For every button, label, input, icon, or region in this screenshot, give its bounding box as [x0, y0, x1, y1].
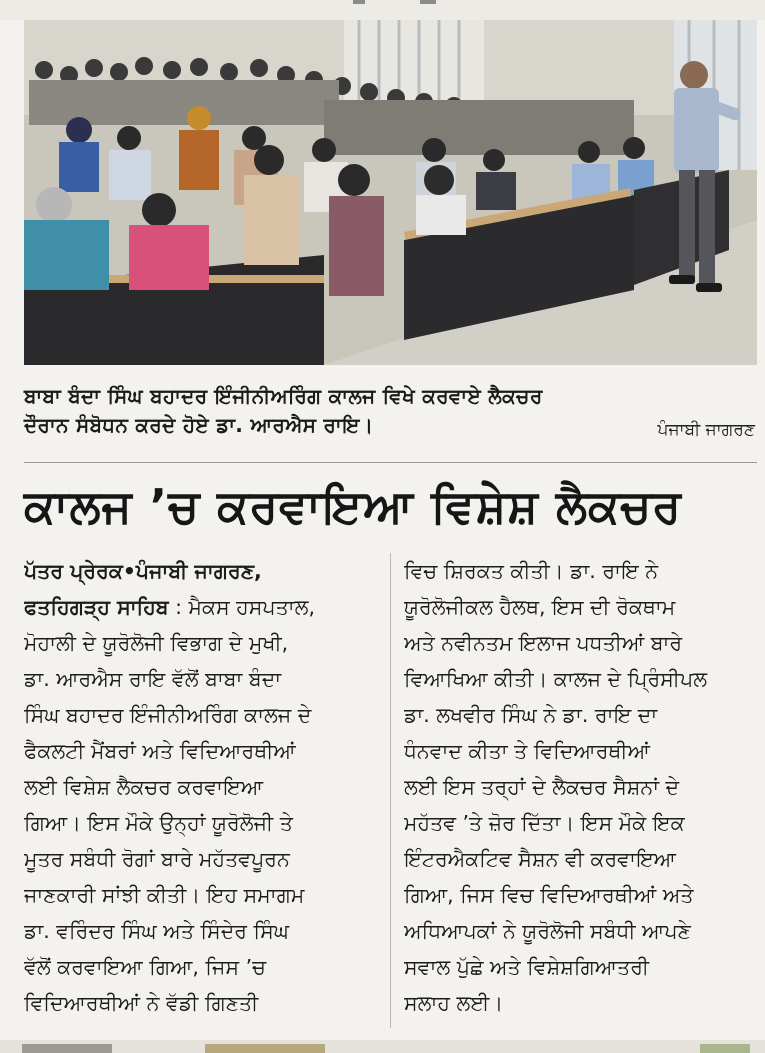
body-line: ਵਿਆਖਿਆ ਕੀਤੀ। ਕਾਲਜ ਦੇ ਪ੍ਰਿੰਸੀਪਲ — [404, 667, 708, 691]
caption-line-2: ਦੌਰਾਨ ਸੰਬੋਧਨ ਕਰਦੇ ਹੋਏ ਡਾ. ਆਰਐਸ ਰਾਇ। — [24, 413, 374, 437]
body-line: ਮੂਤਰ ਸਬੰਧੀ ਰੋਗਾਂ ਬਾਰੇ ਮਹੱਤਵਪੂਰਨ — [24, 847, 290, 871]
photo-caption — [24, 382, 757, 440]
caption-divider — [24, 462, 757, 463]
body-line: ਜਾਣਕਾਰੀ ਸਾਂਝੀ ਕੀਤੀ। ਇਹ ਸਮਾਗਮ — [24, 883, 305, 907]
body-line: ਯੂਰੋਲੋਜੀਕਲ ਹੈਲਥ, ਇਸ ਦੀ ਰੋਕਥਾਮ — [404, 595, 676, 619]
body-line: ਡਾ. ਵਰਿੰਦਰ ਸਿੰਘ ਅਤੇ ਸਿੰਦੇਰ ਸਿੰਘ — [24, 919, 290, 943]
body-line: ਡਾ. ਆਰਐਸ ਰਾਇ ਵੱਲੋਂ ਬਾਬਾ ਬੰਦਾ — [24, 667, 282, 691]
body-line: ਵੱਲੋਂ ਕਰਵਾਇਆ ਗਿਆ, ਜਿਸ ’ਚ — [24, 955, 266, 979]
byline-dateline: ਫਤਹਿਗੜ੍ਹ ਸਾਹਿਬ — [24, 595, 169, 619]
body-line: : ਮੈਕਸ ਹਸਪਤਾਲ, — [175, 595, 315, 619]
photo-credit: ਪੰਜਾਬੀ ਜਾਗਰਣ — [657, 420, 755, 440]
body-line: ਵਿਦਿਆਰਥੀਆਂ ਨੇ ਵੱਡੀ ਗਿਣਤੀ — [24, 991, 259, 1015]
lecture-hall-illustration — [24, 20, 757, 365]
body-line: ਧੰਨਵਾਦ ਕੀਤਾ ਤੇ ਵਿਦਿਆਰਥੀਆਂ — [404, 739, 650, 763]
body-line: ਸਲਾਹ ਲਈ। — [404, 991, 504, 1015]
body-line: ਡਾ. ਲਖਵੀਰ ਸਿੰਘ ਨੇ ਡਾ. ਰਾਇ ਦਾ — [404, 703, 658, 727]
body-line: ਲਈ ਵਿਸ਼ੇਸ਼ ਲੈਕਚਰ ਕਰਵਾਇਆ — [24, 775, 264, 799]
body-line: ਅਤੇ ਨਵੀਨਤਮ ਇਲਾਜ ਪਧਤੀਆਂ ਬਾਰੇ — [404, 631, 683, 655]
article-column-right — [404, 553, 764, 1021]
body-line: ਮੋਹਾਲੀ ਦੇ ਯੂਰੋਲੋਜੀ ਵਿਭਾਗ ਦੇ ਮੁਖੀ, — [24, 631, 289, 655]
news-photo — [24, 20, 757, 365]
headline: ਕਾਲਜ ’ਚ ਕਰਵਾਇਆ ਵਿਸ਼ੇਸ਼ ਲੈਕਚਰ — [24, 479, 682, 533]
body-line: ਸਵਾਲ ਪੁੱਛੇ ਅਤੇ ਵਿਸ਼ੇਸ਼ਗਿਆਤਰੀ — [404, 955, 650, 979]
column-divider — [390, 553, 391, 1028]
caption-line-1: ਬਾਬਾ ਬੰਦਾ ਸਿੰਘ ਬਹਾਦਰ ਇੰਜੀਨੀਅਰਿੰਗ ਕਾਲਜ ਵਿਖੇ ਕਰਵਾਏ ਲੈਕਚਰ — [24, 384, 543, 408]
body-line: ਫੈਕਲਟੀ ਮੈਂਬਰਾਂ ਅਤੇ ਵਿਦਿਆਰਥੀਆਂ — [24, 739, 296, 763]
bottom-page-edge — [0, 1040, 765, 1053]
body-line: ਵਿਚ ਸ਼ਿਰਕਤ ਕੀਤੀ। ਡਾ. ਰਾਇ ਨੇ — [404, 559, 659, 583]
top-page-edge — [0, 0, 765, 20]
article-column-left — [24, 553, 384, 1021]
body-line: ਅਧਿਆਪਕਾਂ ਨੇ ਯੂਰੋਲੋਜੀ ਸਬੰਧੀ ਆਪਣੇ — [404, 919, 691, 943]
byline-reporter: ਪੱਤਰ ਪ੍ਰੇਰਕ•ਪੰਜਾਬੀ ਜਾਗਰਣ, — [24, 559, 262, 583]
body-line: ਗਿਆ, ਜਿਸ ਵਿਚ ਵਿਦਿਆਰਥੀਆਂ ਅਤੇ — [404, 883, 694, 907]
body-line: ਗਿਆ। ਇਸ ਮੌਕੇ ਉਨ੍ਹਾਂ ਯੂਰੋਲੋਜੀ ਤੇ — [24, 811, 293, 835]
body-line: ਸਿੰਘ ਬਹਾਦਰ ਇੰਜੀਨੀਅਰਿੰਗ ਕਾਲਜ ਦੇ — [24, 703, 312, 727]
body-line: ਮਹੱਤਵ ’ਤੇ ਜ਼ੋਰ ਦਿੱਤਾ। ਇਸ ਮੌਕੇ ਇਕ — [404, 811, 685, 835]
body-line: ਇੰਟਰਐਕਟਿਵ ਸੈਸ਼ਨ ਵੀ ਕਰਵਾਇਆ — [404, 847, 676, 871]
body-line: ਲਈ ਇਸ ਤਰ੍ਹਾਂ ਦੇ ਲੈਕਚਰ ਸੈਸ਼ਨਾਂ ਦੇ — [404, 775, 680, 799]
